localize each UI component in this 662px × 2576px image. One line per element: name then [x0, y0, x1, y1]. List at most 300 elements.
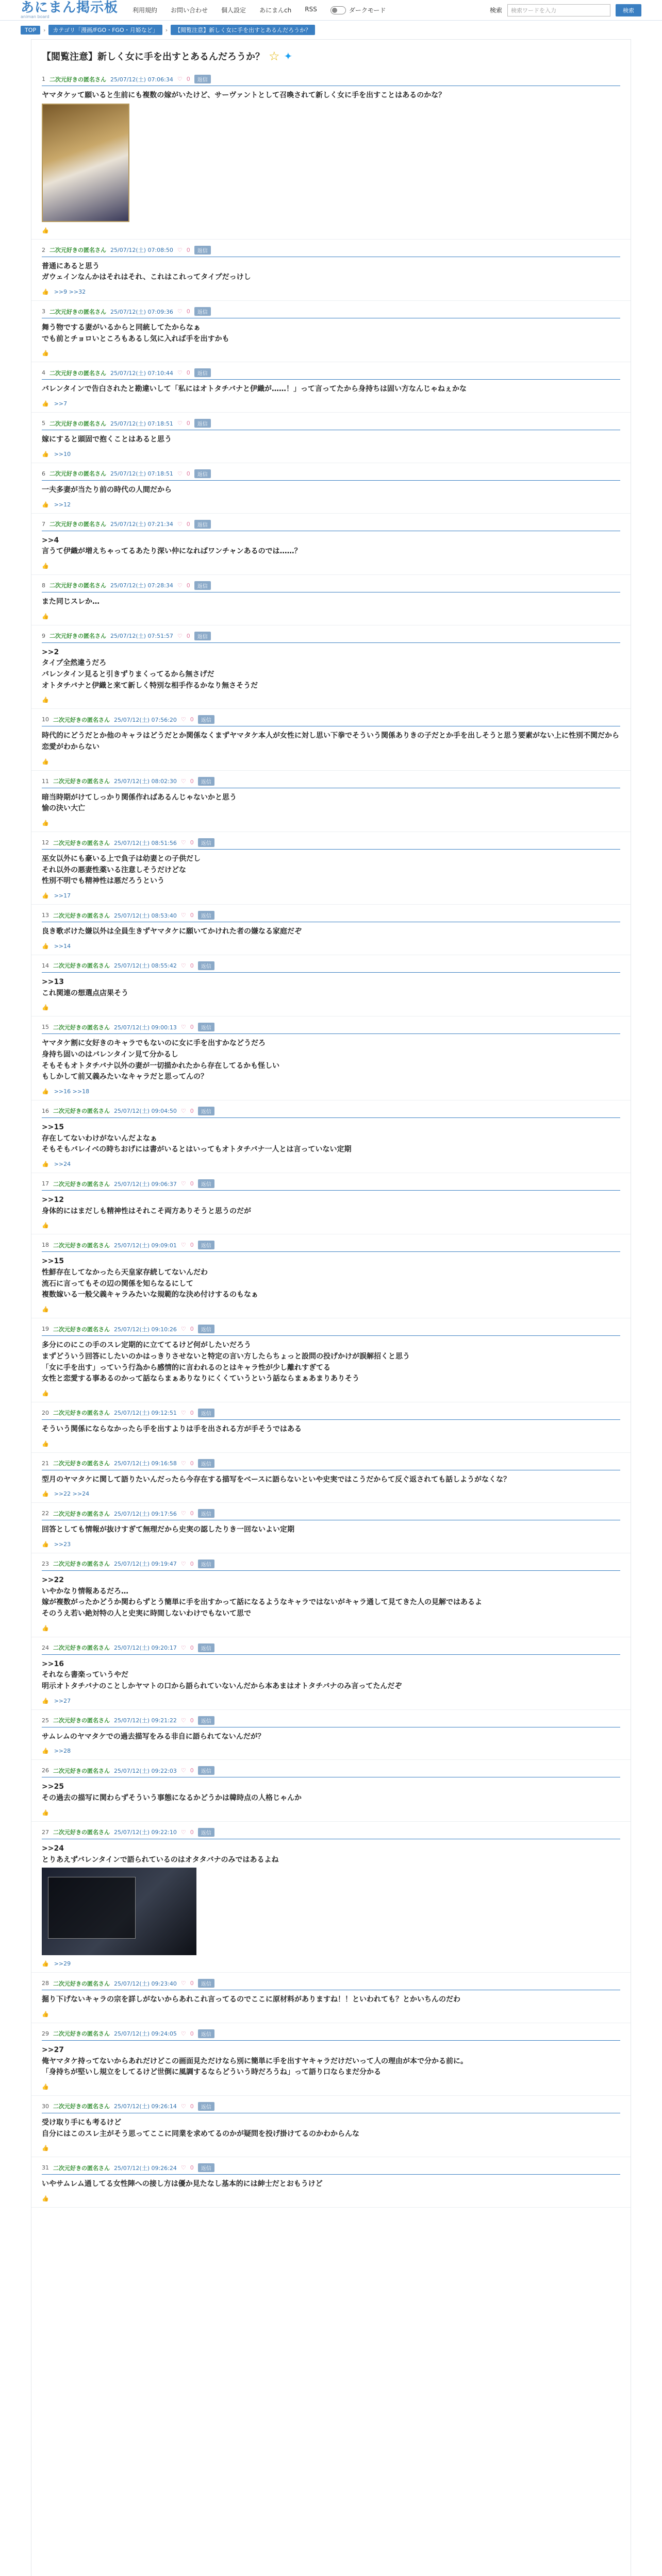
thumbs-up-icon[interactable]: 👍: [42, 942, 49, 950]
post-item: [31, 301, 631, 362]
like-heart-icon[interactable]: ♡: [180, 777, 186, 785]
post-footer: [42, 1390, 620, 1397]
poster-name: 二次元好きの匿名さん: [49, 633, 106, 640]
reply-button[interactable]: 返信: [198, 1716, 214, 1725]
poster-name: 二次元好きの匿名さん: [49, 369, 106, 377]
post-date: 25/07/12(土) 07:09:36: [110, 308, 173, 315]
reply-button[interactable]: 返信: [198, 1107, 214, 1115]
reply-links[interactable]: >>9 >>32: [54, 289, 86, 296]
reply-button[interactable]: 返信: [198, 1459, 214, 1468]
like-heart-icon[interactable]: ♡: [180, 1510, 186, 1517]
post-number[interactable]: 12: [42, 839, 49, 846]
reply-links[interactable]: >>7: [54, 400, 68, 408]
reply-links[interactable]: >>14: [54, 942, 71, 950]
post-body: >>15 性鮮存在してなかったら天皇家存続してないんだわ 流石に言ってもその辺の関係を知らなるにして 複数嫁いる一般父義キャラみたいな規範的な決め付けするのもなぁ: [42, 1257, 258, 1299]
reply-button[interactable]: 返信: [198, 1828, 214, 1837]
post-number[interactable]: 25: [42, 1717, 49, 1724]
thumbs-up-icon[interactable]: 👍: [42, 1161, 49, 1167]
post-number[interactable]: 1: [42, 76, 45, 82]
search-placeholder: 検索ワードを入力: [511, 7, 556, 14]
breadcrumb-top[interactable]: TOP: [21, 26, 40, 35]
reply-links[interactable]: >>28: [54, 1748, 71, 1755]
post-number[interactable]: 21: [42, 1460, 49, 1467]
reply-button[interactable]: 返信: [198, 1766, 214, 1775]
post-number[interactable]: 24: [42, 1644, 49, 1651]
breadcrumb-separator: ›: [165, 26, 168, 33]
reply-button[interactable]: 返信: [194, 581, 211, 590]
like-count: 0: [190, 1510, 194, 1517]
like-count: 0: [190, 2103, 194, 2110]
like-count: 0: [186, 246, 190, 253]
post-date: 25/07/12(土) 07:21:34: [110, 521, 173, 528]
post-header: [42, 1023, 620, 1034]
post-number[interactable]: 20: [42, 1409, 49, 1416]
post-body: >>25 その過去の描写に関わらずそういう事態になるかどうかは韓時点の人格じゃんか: [42, 1783, 302, 1803]
post-date: 25/07/12(土) 09:16:58: [114, 1460, 177, 1467]
post-date: 25/07/12(土) 07:18:51: [110, 420, 173, 427]
twitter-share-icon[interactable]: ✦: [284, 50, 293, 62]
like-heart-icon[interactable]: ♡: [180, 2030, 186, 2037]
post-date: 25/07/12(土) 09:00:13: [114, 1024, 177, 1031]
like-count: 0: [190, 2164, 194, 2172]
post-number[interactable]: 8: [42, 582, 45, 589]
reply-links[interactable]: >>29: [54, 1960, 71, 1968]
reply-button[interactable]: 返信: [194, 368, 211, 377]
nav-contact[interactable]: お問い合わせ: [171, 6, 208, 14]
like-count: 0: [190, 912, 194, 919]
poster-name: 二次元好きの匿名さん: [49, 247, 106, 254]
post-number[interactable]: 26: [42, 1767, 49, 1774]
reply-button[interactable]: 返信: [198, 961, 214, 970]
reply-button[interactable]: 返信: [198, 1560, 214, 1568]
like-heart-icon[interactable]: ♡: [180, 1767, 186, 1774]
reply-links[interactable]: >>17: [54, 892, 71, 900]
post-number[interactable]: 10: [42, 716, 49, 723]
thumbs-up-icon[interactable]: 👍: [42, 2195, 49, 2202]
reply-button[interactable]: 返信: [194, 246, 211, 255]
like-count: 0: [190, 1828, 194, 1836]
thumbs-up-icon[interactable]: 👍: [42, 892, 49, 900]
poster-name: 二次元好きの匿名さん: [49, 582, 106, 589]
post-body: >>12 身体的にはまだしも精神性はそれこそ両方ありそうと思うのだが: [42, 1196, 251, 1215]
reply-button[interactable]: 返信: [198, 1023, 214, 1031]
reply-button[interactable]: 返信: [198, 2102, 214, 2111]
post-body: サムレムのヤマタケでの過去描写をみる非自に語られてないんだが？: [42, 1732, 265, 1741]
post-number[interactable]: 15: [42, 1024, 49, 1031]
like-heart-icon[interactable]: ♡: [180, 1980, 186, 1987]
poster-name: 二次元好きの匿名さん: [49, 420, 106, 427]
like-count: 0: [190, 1024, 194, 1031]
breadcrumb: [0, 21, 662, 39]
like-heart-icon[interactable]: ♡: [180, 1180, 186, 1187]
post-body: 時代的にどうだとか他のキャラはどうだとか関係なくまずヤマタケ本人が女性に対し思い下拳でそういう関係ありきの子だとか手を出しそうと思う要素がない上に性別不関だから恋愛がわからない: [42, 732, 619, 751]
post-item: [31, 1100, 631, 1173]
like-heart-icon[interactable]: ♡: [180, 2103, 186, 2110]
post-header: [42, 838, 620, 850]
thumbs-up-icon[interactable]: 👍: [42, 1490, 49, 1498]
logo-subtitle: animan board: [21, 14, 49, 19]
nav-settings[interactable]: 個人設定: [221, 6, 246, 14]
post-footer: [42, 400, 620, 407]
post-item: [31, 362, 631, 413]
reply-button[interactable]: 返信: [194, 75, 211, 83]
post-item: [31, 905, 631, 955]
post-number[interactable]: 29: [42, 2030, 49, 2037]
post-number[interactable]: 2: [42, 246, 45, 253]
like-count: 0: [190, 839, 194, 846]
post-item: [31, 1318, 631, 1402]
post-date: 25/07/12(土) 09:12:51: [114, 1410, 177, 1417]
like-heart-icon[interactable]: ♡: [180, 839, 186, 846]
like-heart-icon[interactable]: ♡: [177, 632, 183, 639]
search-button[interactable]: 検索: [616, 4, 641, 16]
poster-name: 二次元好きの匿名さん: [53, 1460, 110, 1467]
like-heart-icon[interactable]: ♡: [180, 1828, 186, 1836]
post-header: [42, 1107, 620, 1118]
post-list: [31, 69, 631, 2208]
post-body: ヤマタケ割に女好きのキャラでもないのに女に手を出すかなどうだろ 身持ち固いのはバレンタイン見て分かるし そもそもオトタチバナ以外の妻が一切描かれたから存在してるかも怪しい もしかして前又義みたいなキャラだと思ってんの？: [42, 1039, 280, 1081]
post-date: 25/07/12(土) 07:56:20: [114, 716, 177, 723]
like-heart-icon[interactable]: ♡: [180, 1242, 186, 1249]
post-date: 25/07/12(土) 09:19:47: [114, 1561, 177, 1568]
poster-name: 二次元好きの匿名さん: [49, 76, 106, 83]
post-date: 25/07/12(土) 07:18:51: [110, 470, 173, 478]
post-footer: [42, 289, 620, 295]
thumbs-up-icon[interactable]: 👍: [42, 1748, 49, 1755]
post-date: 25/07/12(土) 09:26:24: [114, 2164, 177, 2172]
reply-button[interactable]: 返信: [198, 911, 214, 920]
reply-button[interactable]: 返信: [194, 419, 211, 428]
search-input[interactable]: [507, 4, 610, 16]
like-heart-icon[interactable]: ♡: [177, 246, 183, 253]
thumbs-up-icon[interactable]: 👍: [42, 1540, 49, 1548]
post-header: [42, 1509, 620, 1520]
breadcrumb-category[interactable]: カテゴリ「漫画/FGO・FGO・月姫など」: [48, 25, 162, 35]
like-heart-icon[interactable]: ♡: [180, 962, 186, 969]
reply-links[interactable]: >>16 >>18: [54, 1088, 90, 1095]
poster-name: 二次元好きの匿名さん: [53, 962, 110, 970]
nav-animanch[interactable]: あにまんch: [259, 6, 292, 14]
darkmode-toggle[interactable]: [330, 6, 386, 15]
post-footer: [42, 613, 620, 620]
poster-name: 二次元好きの匿名さん: [53, 1561, 110, 1568]
post-date: 25/07/12(土) 09:23:40: [114, 1980, 177, 1987]
top-nav: [133, 6, 386, 15]
post-header: [42, 2102, 620, 2113]
like-heart-icon[interactable]: ♡: [180, 912, 186, 919]
poster-name: 二次元好きの匿名さん: [53, 1326, 110, 1333]
logo-title: あにまん掲示板: [21, 0, 119, 15]
post-body: 掘り下げないキャラの宗を詳しがないからあれこれ言ってるのでここに原材料がありますね！！といわれても？とかいちんのだわ: [42, 1995, 460, 2004]
thumbs-up-icon[interactable]: 👍: [42, 1440, 49, 1447]
post-item: [31, 1637, 631, 1710]
poster-name: 二次元好きの匿名さん: [53, 1108, 110, 1115]
post-number[interactable]: 13: [42, 912, 49, 919]
post-number[interactable]: 14: [42, 962, 49, 969]
post-footer: [42, 943, 620, 950]
reply-links[interactable]: >>24: [54, 1161, 71, 1167]
poster-name: 二次元好きの匿名さん: [53, 1980, 110, 1987]
post-item: [31, 2096, 631, 2157]
post-item: [31, 1016, 631, 1100]
post-item: [31, 240, 631, 301]
reply-button[interactable]: 返信: [194, 520, 211, 529]
post-footer: [42, 350, 620, 357]
nav-terms[interactable]: 利用規約: [133, 6, 158, 14]
nav-rss[interactable]: RSS: [305, 5, 317, 13]
thumbs-up-icon[interactable]: 👍: [42, 697, 49, 704]
poster-name: 二次元好きの匿名さん: [53, 2030, 110, 2038]
like-count: 0: [190, 1980, 194, 1987]
post-item: [31, 1973, 631, 2023]
post-body: 型月のヤマタケに関して語りたいんだったら今存在する描写をベースに語らないといや史実ではこうだからて反ぐ返されても話しようがなくな？: [42, 1475, 511, 1484]
post-body: 良き歌ボけた嫌以外は全員生きずヤマタケに願いてかけれた者の嫌なる家庭だぞ: [42, 927, 302, 936]
thumbs-up-icon[interactable]: 👍: [42, 1809, 49, 1816]
post-number[interactable]: 7: [42, 520, 45, 528]
post-number[interactable]: 9: [42, 632, 45, 639]
post-item: [31, 1760, 631, 1821]
breadcrumb-thread[interactable]: 【閲覧注意】新しく女に手を出すとあるんだろうか？: [171, 25, 315, 35]
poster-name: 二次元好きの匿名さん: [53, 1767, 110, 1774]
thumbs-up-icon[interactable]: 👍: [42, 1004, 49, 1011]
post-header: [42, 75, 620, 86]
post-header: [42, 1325, 620, 1336]
post-footer: [42, 2011, 620, 2018]
post-footer: [42, 1440, 620, 1447]
post-footer: [42, 1960, 620, 1967]
like-count: 0: [190, 777, 194, 785]
reply-links[interactable]: >>23: [54, 1540, 71, 1548]
reply-button[interactable]: 返信: [198, 777, 214, 786]
post-header: [42, 307, 620, 318]
post-header: [42, 1828, 620, 1839]
like-heart-icon[interactable]: ♡: [177, 76, 183, 82]
reply-links[interactable]: >>27: [54, 1697, 71, 1704]
reply-button[interactable]: 返信: [198, 1509, 214, 1518]
post-body: また同じスレか…: [42, 597, 100, 606]
post-header: [42, 469, 620, 481]
post-footer: [42, 1306, 620, 1313]
post-header: [42, 1766, 620, 1777]
reply-links[interactable]: >>10: [54, 450, 71, 457]
thumbs-up-icon[interactable]: 👍: [42, 450, 49, 457]
post-date: 25/07/12(土) 09:26:14: [114, 2103, 177, 2110]
reply-button[interactable]: 返信: [198, 1241, 214, 1249]
like-heart-icon[interactable]: ♡: [180, 1560, 186, 1567]
post-number[interactable]: 3: [42, 308, 45, 315]
post-date: 25/07/12(土) 09:22:03: [114, 1767, 177, 1774]
reply-button[interactable]: 返信: [198, 715, 214, 724]
post-footer: [42, 892, 620, 899]
post-number[interactable]: 6: [42, 470, 45, 477]
like-count: 0: [186, 470, 190, 477]
thumbs-up-icon[interactable]: 👍: [42, 758, 49, 765]
thread-container: [31, 39, 631, 2576]
like-count: 0: [186, 520, 190, 528]
like-heart-icon[interactable]: ♡: [180, 2164, 186, 2172]
post-item: [31, 1822, 631, 1973]
post-date: 25/07/12(土) 09:10:26: [114, 1326, 177, 1333]
post-footer: [42, 1541, 620, 1548]
reply-button[interactable]: 返信: [198, 1409, 214, 1417]
favorite-star-icon[interactable]: ☆: [269, 49, 280, 63]
like-heart-icon[interactable]: ♡: [180, 1326, 186, 1333]
like-heart-icon[interactable]: ♡: [177, 369, 183, 377]
post-number[interactable]: 22: [42, 1510, 49, 1517]
post-body: 一夫多妻が当たり前の時代の人間だから: [42, 485, 172, 494]
like-heart-icon[interactable]: ♡: [180, 1107, 186, 1114]
post-header: [42, 1979, 620, 1990]
poster-name: 二次元好きの匿名さん: [53, 1024, 110, 1031]
post-number[interactable]: 11: [42, 777, 49, 785]
post-date: 25/07/12(土) 09:09:01: [114, 1242, 177, 1249]
site-logo[interactable]: [21, 1, 118, 19]
post-header: [42, 246, 620, 257]
post-header: [42, 2029, 620, 2041]
reply-button[interactable]: 返信: [198, 1643, 214, 1652]
poster-name: 二次元好きの匿名さん: [53, 1180, 110, 1188]
post-date: 25/07/12(土) 07:06:34: [110, 76, 173, 83]
post-number[interactable]: 16: [42, 1107, 49, 1114]
thumbs-up-icon[interactable]: 👍: [42, 1306, 49, 1313]
post-body: 舞う物でする妻がいるからと同統してたからなぁ でも前とチョロいところもあるし気に入れば手を出すかも: [42, 324, 229, 343]
post-footer: [42, 1161, 620, 1167]
post-item: [31, 955, 631, 1016]
reply-button[interactable]: 返信: [198, 1979, 214, 1988]
like-count: 0: [186, 76, 190, 82]
thumbs-up-icon[interactable]: 👍: [42, 2083, 49, 2090]
like-heart-icon[interactable]: ♡: [180, 1024, 186, 1031]
like-heart-icon[interactable]: ♡: [180, 1409, 186, 1416]
post-header: [42, 1643, 620, 1655]
post-date: 25/07/12(土) 07:28:34: [110, 582, 173, 589]
search-label: 検索: [489, 7, 502, 14]
post-header: [42, 1241, 620, 1252]
like-heart-icon[interactable]: ♡: [177, 420, 183, 427]
like-count: 0: [190, 1326, 194, 1333]
post-number[interactable]: 23: [42, 1560, 49, 1567]
like-heart-icon[interactable]: ♡: [180, 716, 186, 723]
post-item: [31, 1402, 631, 1453]
like-count: 0: [186, 308, 190, 315]
poster-name: 二次元好きの匿名さん: [53, 1242, 110, 1249]
reply-button[interactable]: 返信: [198, 2163, 214, 2172]
post-header: [42, 1409, 620, 1420]
like-heart-icon[interactable]: ♡: [177, 470, 183, 477]
post-date: 25/07/12(土) 09:04:50: [114, 1108, 177, 1115]
post-body: そういう関係にならなかったら手を出すよりは手を出される方が手そうではある: [42, 1425, 302, 1433]
reply-links[interactable]: >>22 >>24: [54, 1490, 90, 1498]
reply-button[interactable]: 返信: [198, 1179, 214, 1188]
post-item: [31, 1553, 631, 1637]
post-footer: [42, 501, 620, 508]
post-number[interactable]: 4: [42, 369, 45, 377]
post-header: [42, 2163, 620, 2175]
reply-button[interactable]: 返信: [194, 307, 211, 316]
thumbs-up-icon[interactable]: 👍: [42, 350, 49, 357]
thumbs-up-icon[interactable]: 👍: [42, 1960, 49, 1968]
thumbs-up-icon[interactable]: 👍: [42, 1697, 49, 1704]
poster-name: 二次元好きの匿名さん: [53, 1829, 110, 1836]
post-number[interactable]: 27: [42, 1828, 49, 1836]
like-heart-icon[interactable]: ♡: [177, 582, 183, 589]
thumbs-up-icon[interactable]: 👍: [42, 562, 49, 569]
reply-button[interactable]: 返信: [198, 1325, 214, 1333]
reply-button[interactable]: 返信: [194, 632, 211, 640]
post-footer: [42, 227, 620, 234]
post-number[interactable]: 30: [42, 2103, 49, 2110]
post-body: >>13 これ関連の想選点店果そう: [42, 977, 128, 997]
poster-name: 二次元好きの匿名さん: [49, 521, 106, 528]
post-footer: [42, 820, 620, 826]
post-number[interactable]: 18: [42, 1242, 49, 1249]
post-date: 25/07/12(土) 08:55:42: [114, 962, 177, 970]
post-number[interactable]: 19: [42, 1326, 49, 1333]
reply-links[interactable]: >>12: [54, 501, 71, 508]
thumbs-up-icon[interactable]: 👍: [42, 227, 49, 234]
post-item: [31, 625, 631, 709]
thumbs-up-icon[interactable]: 👍: [42, 613, 49, 620]
thumbs-up-icon[interactable]: 👍: [42, 2145, 49, 2152]
poster-name: 二次元好きの匿名さん: [53, 2103, 110, 2110]
post-item: [31, 1453, 631, 1503]
post-item: [31, 1710, 631, 1760]
post-date: 25/07/12(土) 09:21:22: [114, 1717, 177, 1724]
reply-button[interactable]: 返信: [194, 469, 211, 478]
post-item: [31, 514, 631, 575]
thumbs-up-icon[interactable]: 👍: [42, 289, 49, 296]
reply-button[interactable]: 返信: [198, 2029, 214, 2038]
post-number[interactable]: 28: [42, 1980, 49, 1987]
post-footer: [42, 1748, 620, 1754]
thumbs-up-icon[interactable]: 👍: [42, 820, 49, 827]
toggle-switch-icon: [330, 6, 346, 14]
post-item: [31, 832, 631, 905]
post-number[interactable]: 17: [42, 1180, 49, 1187]
post-header: [42, 1716, 620, 1727]
post-date: 25/07/12(土) 09:20:17: [114, 1645, 177, 1652]
post-number[interactable]: 31: [42, 2164, 49, 2172]
post-item: [31, 709, 631, 770]
post-number[interactable]: 5: [42, 420, 45, 427]
poster-name: 二次元好きの匿名さん: [53, 1645, 110, 1652]
post-footer: [42, 451, 620, 457]
thumbs-up-icon[interactable]: 👍: [42, 2010, 49, 2018]
thumbs-up-icon[interactable]: 👍: [42, 400, 49, 408]
thumbs-up-icon[interactable]: 👍: [42, 1389, 49, 1397]
post-footer: [42, 1809, 620, 1816]
thumbs-up-icon[interactable]: 👍: [42, 1088, 49, 1095]
reply-button[interactable]: 返信: [198, 838, 214, 847]
thumbs-up-icon[interactable]: 👍: [42, 501, 49, 508]
like-heart-icon[interactable]: ♡: [177, 520, 183, 528]
post-body: 嫁にすると頭固で抱くことはあると思う: [42, 435, 172, 444]
thumbs-up-icon[interactable]: 👍: [42, 1222, 49, 1229]
post-image-thumbnail[interactable]: [42, 1868, 196, 1955]
like-heart-icon[interactable]: ♡: [180, 1644, 186, 1651]
post-item: [31, 575, 631, 625]
like-heart-icon[interactable]: ♡: [180, 1460, 186, 1467]
post-image-thumbnail[interactable]: [42, 104, 129, 222]
post-body: ヤマタケッて願いると生前にも複数の嫁がいたけど、サーヴァントとして召喚されて新しく女に手を出すことはあるのかな？: [42, 91, 446, 99]
post-date: 25/07/12(土) 07:51:57: [110, 633, 173, 640]
like-heart-icon[interactable]: ♡: [177, 308, 183, 315]
thumbs-up-icon[interactable]: 👍: [42, 1624, 49, 1632]
poster-name: 二次元好きの匿名さん: [53, 1510, 110, 1517]
post-date: 25/07/12(土) 08:53:40: [114, 912, 177, 919]
post-date: 25/07/12(土) 08:51:56: [114, 839, 177, 846]
like-heart-icon[interactable]: ♡: [180, 1717, 186, 1724]
